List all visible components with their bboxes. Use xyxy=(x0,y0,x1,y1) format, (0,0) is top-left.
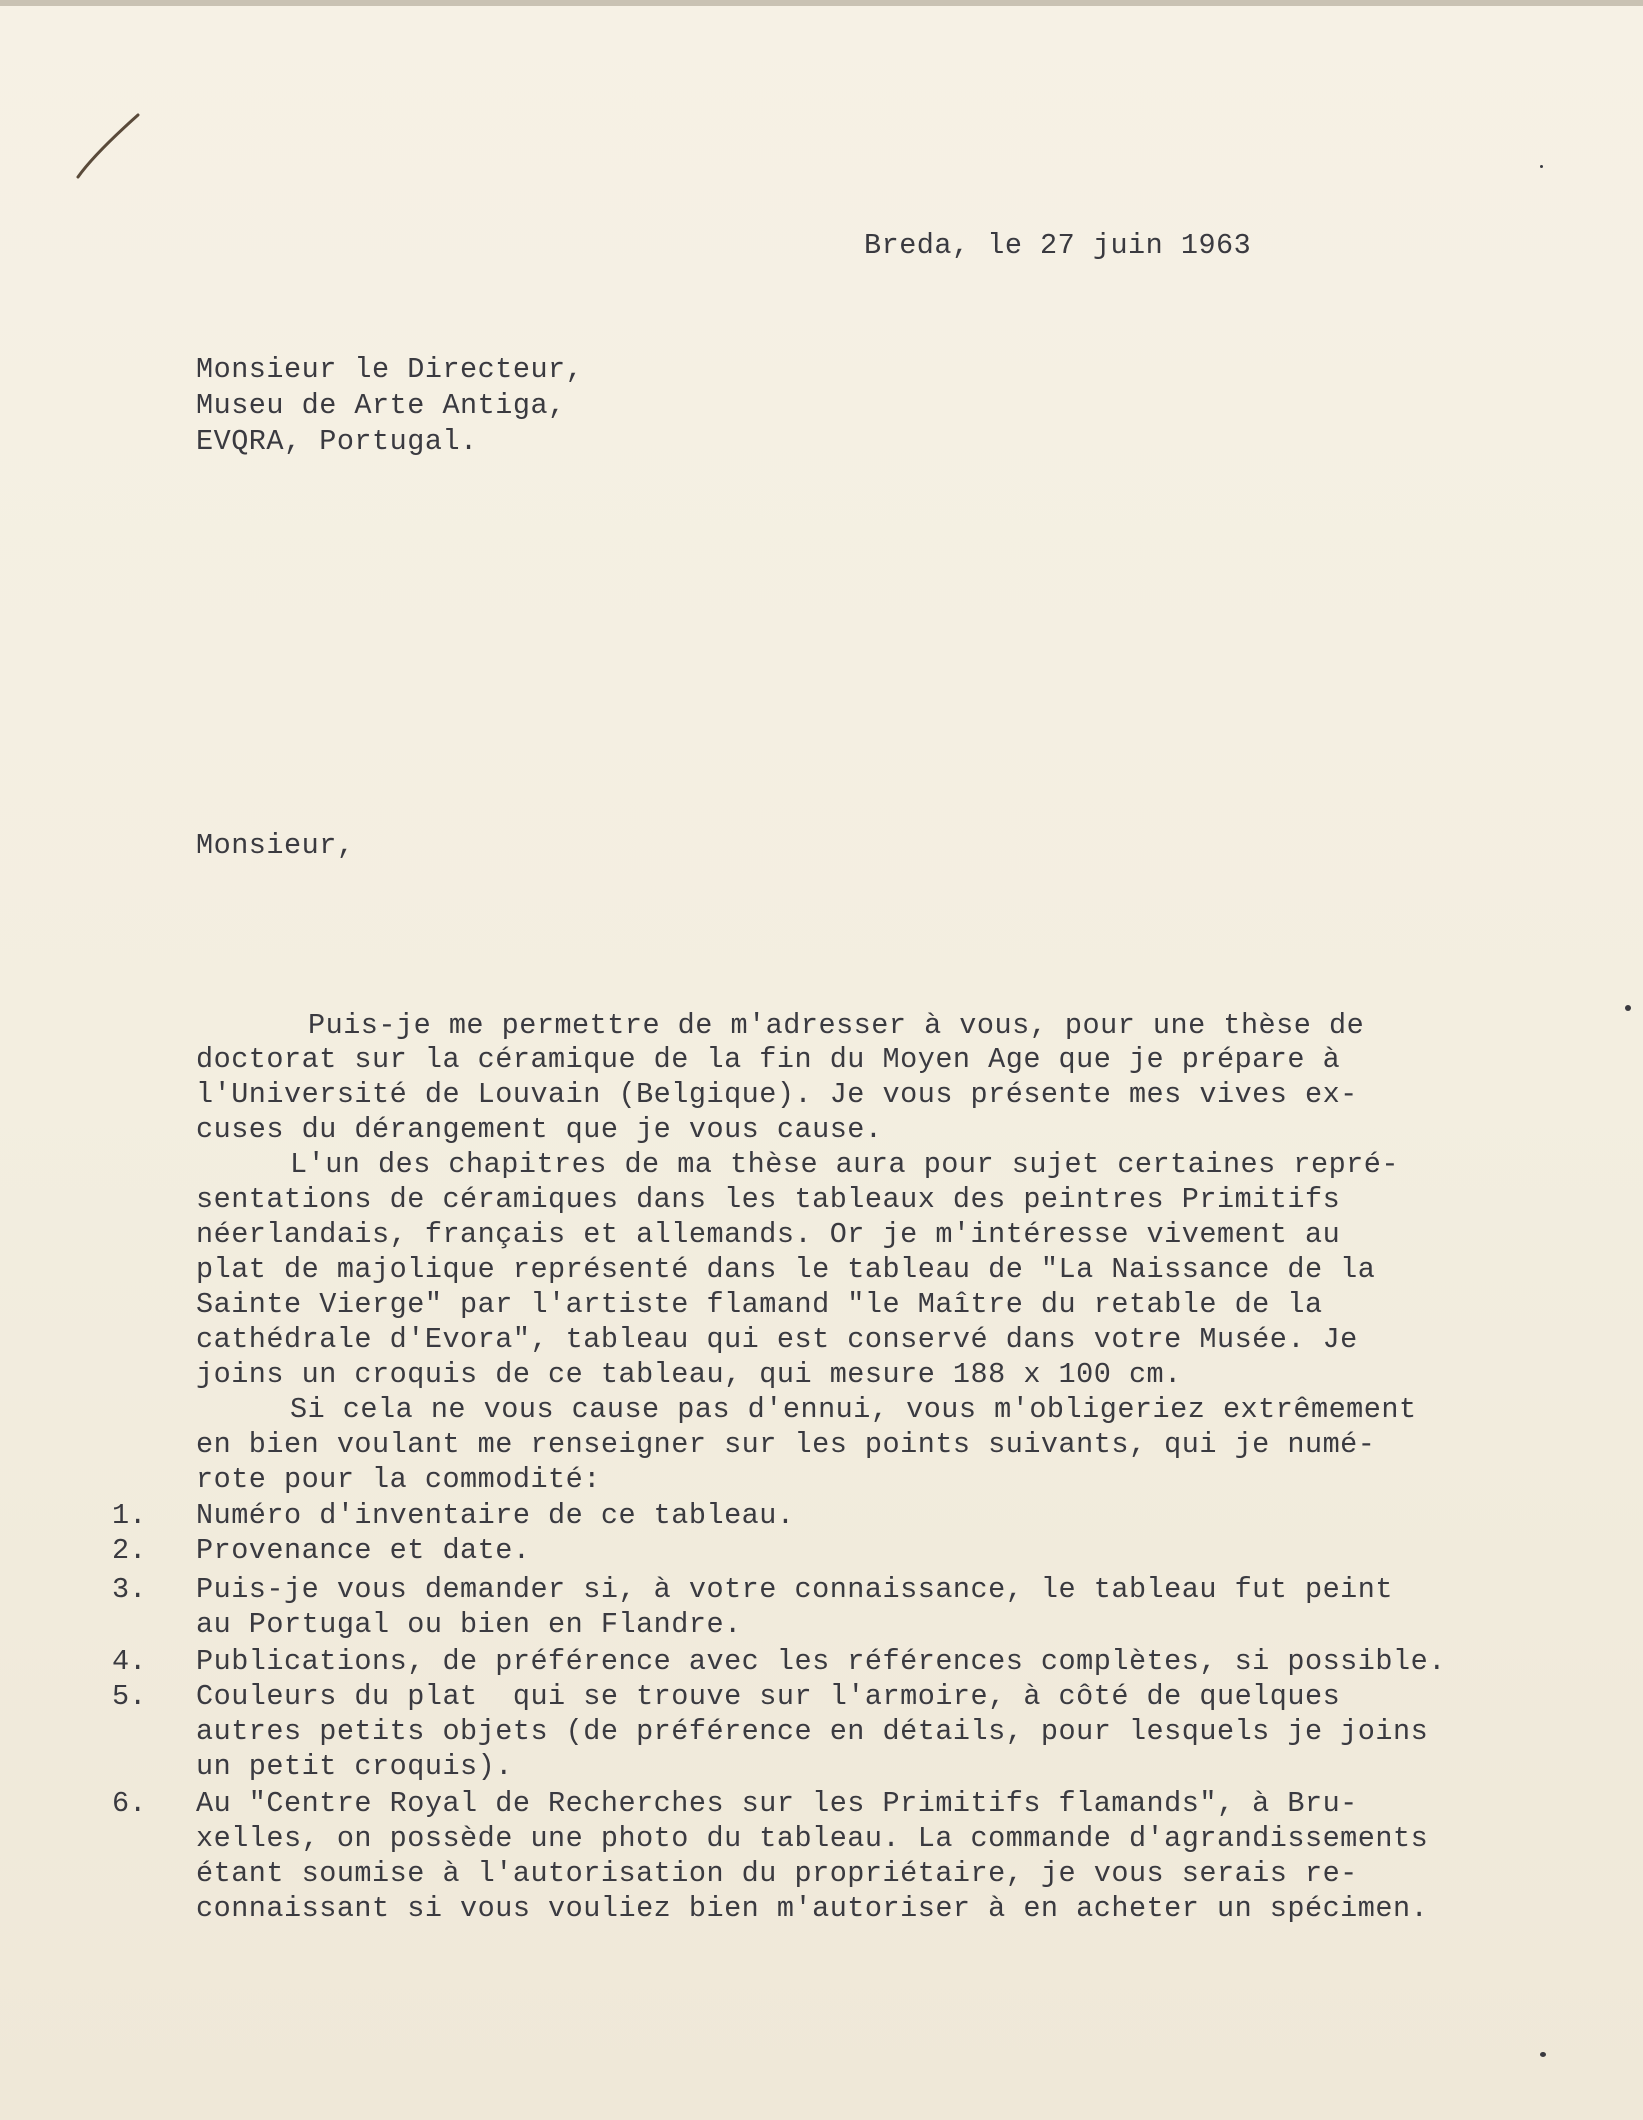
body-line: L'un des chapitres de ma thèse aura pour sujet certaines repré- xyxy=(290,1148,1399,1181)
body-line: néerlandais, français et allemands. Or je m'intéresse vivement au xyxy=(196,1218,1341,1251)
date-line: Breda, le 27 juin 1963 xyxy=(864,229,1252,262)
body-line: Puis-je me permettre de m'adresser à vous, pour une thèse de xyxy=(308,1009,1365,1042)
ink-speck xyxy=(1540,2052,1546,2057)
list-number: 3. xyxy=(112,1573,147,1606)
body-line: doctorat sur la céramique de la fin du Moyen Age que je prépare à xyxy=(196,1043,1341,1076)
list-number: 6. xyxy=(112,1787,147,1820)
recipient-line: Museu de Arte Antiga, xyxy=(196,389,566,422)
list-item-line: au Portugal ou bien en Flandre. xyxy=(196,1608,742,1641)
body-line: cuses du dérangement que je vous cause. xyxy=(196,1113,883,1146)
body-line: rote pour la commodité: xyxy=(196,1463,601,1496)
body-line: cathédrale d'Evora", tableau qui est conservé dans votre Musée. Je xyxy=(196,1323,1358,1356)
body-line: Si cela ne vous cause pas d'ennui, vous m'obligeriez extrêmement xyxy=(290,1393,1417,1426)
body-line: l'Université de Louvain (Belgique). Je vous présente mes vives ex- xyxy=(196,1078,1358,1111)
recipient-line: Monsieur le Directeur, xyxy=(196,353,584,386)
body-line: en bien voulant me renseigner sur les points suivants, qui je numé- xyxy=(196,1428,1376,1461)
recipient-line: EVQRA, Portugal. xyxy=(196,425,478,458)
body-line: Sainte Vierge" par l'artiste flamand "le Maître du retable de la xyxy=(196,1288,1323,1321)
body-line: plat de majolique représenté dans le tableau de "La Naissance de la xyxy=(196,1253,1376,1286)
list-number: 5. xyxy=(112,1680,147,1713)
body-line: joins un croquis de ce tableau, qui mesure 188 x 100 cm. xyxy=(196,1358,1182,1391)
list-item-line: Couleurs du plat qui se trouve sur l'armoire, à côté de quelques xyxy=(196,1680,1341,1713)
list-number: 4. xyxy=(112,1645,147,1678)
list-item-line: un petit croquis). xyxy=(196,1750,513,1783)
list-item-line: Puis-je vous demander si, à votre connaissance, le tableau fut peint xyxy=(196,1573,1393,1606)
pen-mark-icon xyxy=(70,105,150,185)
list-number: 1. xyxy=(112,1499,147,1532)
page-top-edge xyxy=(0,0,1643,6)
ink-speck xyxy=(1540,165,1543,168)
list-item-line: Au "Centre Royal de Recherches sur les Primitifs flamands", à Bru- xyxy=(196,1787,1358,1820)
list-item-line: xelles, on possède une photo du tableau. La commande d'agrandissements xyxy=(196,1822,1429,1855)
list-item-line: Numéro d'inventaire de ce tableau. xyxy=(196,1499,795,1532)
body-line: sentations de céramiques dans les tableaux des peintres Primitifs xyxy=(196,1183,1341,1216)
list-item-line: Publications, de préférence avec les références complètes, si possible. xyxy=(196,1645,1446,1678)
list-item-line: Provenance et date. xyxy=(196,1534,531,1567)
salutation: Monsieur, xyxy=(196,829,355,862)
list-number: 2. xyxy=(112,1534,147,1567)
ink-speck xyxy=(1625,1005,1631,1011)
list-item-line: étant soumise à l'autorisation du propriétaire, je vous serais re- xyxy=(196,1857,1358,1890)
list-item-line: autres petits objets (de préférence en détails, pour lesquels je joins xyxy=(196,1715,1429,1748)
list-item-line: connaissant si vous vouliez bien m'autoriser à en acheter un spécimen. xyxy=(196,1892,1429,1925)
